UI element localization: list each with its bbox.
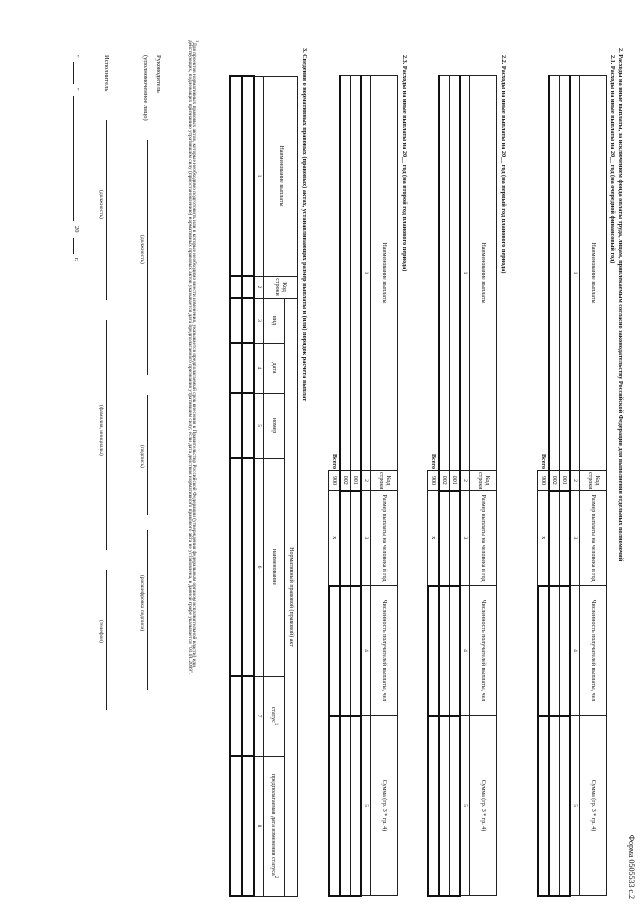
col-header-sum: Сумма (гр. 3 * гр. 4) (580, 716, 607, 896)
table-2-1 (537, 75, 607, 897)
col-header-type: вид (264, 298, 285, 343)
col-number: 1 (570, 76, 580, 471)
table-row (549, 76, 560, 896)
row-code: 001 (351, 471, 362, 491)
table-row (450, 76, 461, 896)
table-row (242, 76, 254, 896)
table-row (439, 76, 450, 896)
col-number: 1 (361, 76, 371, 471)
row-code: 001 (450, 471, 461, 491)
col-number: 3 (254, 298, 264, 343)
col-header-name: Наименование выплаты (470, 76, 497, 471)
year-prefix: 20 (73, 226, 80, 233)
total-row (428, 76, 439, 896)
cell[interactable] (230, 458, 242, 676)
cell[interactable] (351, 716, 362, 896)
cell[interactable] (538, 716, 549, 896)
col-number: 4 (570, 586, 580, 716)
position-caption: (должность) (139, 235, 145, 264)
cell[interactable] (549, 586, 560, 716)
col-header-title: наименование (264, 458, 285, 676)
cell[interactable] (351, 491, 362, 586)
section2-title: 2. Расходы на иные выплаты, за исключением фонда оплаты труда, лицам, привлекаемым согласно законодательству Российской Федерации для выполнения отдельных полномочий (617, 48, 624, 562)
col-header-code: Код строки (470, 471, 497, 491)
total-label: Всего (540, 454, 546, 469)
total-label: Всего (331, 454, 337, 469)
cell[interactable] (560, 716, 571, 896)
month-line[interactable] (73, 96, 74, 221)
cell[interactable] (329, 586, 340, 716)
table-2-3 (328, 75, 398, 897)
col-number: 3 (460, 491, 470, 586)
quote-close: " (73, 88, 80, 91)
cell[interactable] (450, 491, 461, 586)
row-code: 002 (340, 471, 351, 491)
total-mark: х (428, 491, 439, 586)
col-header-date: дата (264, 343, 285, 393)
col-number: 2 (570, 471, 580, 491)
cell[interactable] (439, 76, 450, 471)
col-header-change-date (264, 756, 285, 896)
section3-title: 3. Сведения о нормативных правовых (правовых) актах, устанавливающих размер выплаты и (или) порядок расчета выплат (301, 48, 308, 402)
col-header-code: Код строки (580, 471, 607, 491)
form-code: Форма 0505533 с.2 (627, 834, 636, 899)
change-date-sup: 2 (273, 875, 278, 879)
cell[interactable] (242, 76, 254, 276)
cell[interactable] (340, 491, 351, 586)
col-number: 4 (361, 586, 371, 716)
cell[interactable] (560, 491, 571, 586)
group-header: Нормативный правовой (правовой) акт (285, 298, 298, 896)
cell[interactable] (450, 586, 461, 716)
status-sup: 1 (273, 722, 278, 726)
col-header-sum: Сумма (гр. 3 * гр. 4) (371, 716, 398, 896)
year-suffix: г. (73, 258, 80, 262)
col-number: 6 (254, 458, 264, 676)
phone-line[interactable] (106, 570, 107, 710)
row-code: 002 (439, 471, 450, 491)
total-row (538, 76, 549, 896)
footnote-2: действующих, подлежащих признанию утратившим силу (приостановлению) нормативных правовых актов указывается дата предполагаемого признания утратившим силу; если дата действия нормативного правового акта не установлена, в данной графе указывается "01.01.2099". (187, 40, 193, 675)
col-number: 7 (254, 676, 264, 756)
executor-position-caption: (должность) (98, 190, 104, 219)
col-number: 5 (361, 716, 371, 896)
day-line[interactable] (73, 62, 74, 84)
cell[interactable] (560, 586, 571, 716)
quote-open: " (73, 55, 80, 58)
col-header-count: Численность получателей выплаты, чел (580, 586, 607, 716)
cell[interactable] (538, 586, 549, 716)
col-header-name: Наименование выплаты (371, 76, 398, 471)
cell[interactable] (549, 491, 560, 586)
table-2-2 (427, 75, 497, 897)
cell[interactable] (230, 343, 242, 393)
table-row (560, 76, 571, 896)
col-header-code: Код строки (264, 276, 298, 298)
cell[interactable] (439, 716, 450, 896)
decode-caption: (расшифровка подписи) (139, 575, 145, 632)
year-line[interactable] (73, 238, 74, 254)
row-code: 001 (560, 471, 571, 491)
cell[interactable] (329, 716, 340, 896)
cell[interactable] (242, 343, 254, 393)
total-label: Всего (430, 454, 436, 469)
cell[interactable] (428, 586, 439, 716)
col-number: 1 (460, 76, 470, 471)
cell[interactable] (549, 76, 560, 471)
status-label: статус (270, 706, 276, 723)
cell[interactable] (340, 586, 351, 716)
col-number: 2 (254, 276, 264, 298)
cell[interactable] (242, 298, 254, 343)
cell[interactable] (340, 716, 351, 896)
cell[interactable] (230, 276, 242, 298)
col-header-sum: Сумма (гр. 3 * гр. 4) (470, 716, 497, 896)
cell[interactable] (351, 586, 362, 716)
cell[interactable] (230, 298, 242, 343)
sign-line[interactable] (147, 395, 148, 515)
executor-label: Исполнитель (103, 55, 110, 92)
cell[interactable] (242, 276, 254, 298)
col-header-rate: Размер выплаты на человека в год (580, 491, 607, 586)
footnote-mark: 1 (195, 40, 200, 43)
section2-3-title: 2.3. Расходы на иные выплаты на 20__ год (на второй год планового периода) (401, 55, 408, 272)
cell[interactable] (439, 586, 450, 716)
col-header-rate: Размер выплаты на человека в год (470, 491, 497, 586)
sign-caption: (подпись) (139, 445, 145, 468)
cell[interactable] (242, 756, 254, 896)
table-3 (229, 75, 298, 897)
cell[interactable] (450, 76, 461, 471)
col-number: 4 (460, 586, 470, 716)
cell[interactable] (230, 76, 242, 276)
cell[interactable] (549, 716, 560, 896)
cell[interactable] (242, 458, 254, 676)
authorized-label: (уполномоченное лицо) (142, 55, 149, 121)
col-header-name: Наименование выплаты (264, 76, 298, 276)
col-number: 8 (254, 756, 264, 896)
total-row (329, 76, 340, 896)
col-header-status (264, 676, 285, 756)
footnote-1-text: Для проектов нормативных правовых актов, которые необходимо подготовить или в которые необходимо внести изменения, указывается предполагаемый срок внесения в Правительство Российской Федерации (утверждения федеральным органом исполнительной власти) или (191, 42, 198, 668)
col-header-name: Наименование выплаты (580, 76, 607, 471)
section2-2-title: 2.2. Расходы на иные выплаты на 20__ год (на первый год планового периода) (500, 55, 507, 274)
col-number: 5 (460, 716, 470, 896)
col-number: 2 (460, 471, 470, 491)
cell[interactable] (242, 676, 254, 756)
col-number: 3 (570, 491, 580, 586)
position-line[interactable] (147, 140, 148, 375)
cell[interactable] (439, 491, 450, 586)
cell[interactable] (450, 716, 461, 896)
cell[interactable] (340, 76, 351, 471)
executor-position-line[interactable] (106, 120, 107, 300)
col-number: 4 (254, 343, 264, 393)
decode-line[interactable] (147, 530, 148, 690)
cell[interactable] (230, 756, 242, 896)
col-header-number: номер (264, 393, 285, 458)
col-header-code: Код строки (371, 471, 398, 491)
col-number: 1 (254, 76, 264, 276)
total-code: 900 (428, 471, 439, 491)
row-code: 002 (549, 471, 560, 491)
col-number: 5 (570, 716, 580, 896)
cell[interactable] (242, 393, 254, 458)
col-number: 3 (361, 491, 371, 586)
fio-line[interactable] (106, 320, 107, 550)
table-row (340, 76, 351, 896)
total-code: 900 (329, 471, 340, 491)
col-header-count: Численность получателей выплаты, чел (371, 586, 398, 716)
col-header-rate: Размер выплаты на человека в год (371, 491, 398, 586)
change-date-label: предполагаемая дата изменения статуса (270, 773, 276, 876)
total-mark: х (538, 491, 549, 586)
cell[interactable] (230, 393, 242, 458)
cell[interactable] (428, 716, 439, 896)
cell[interactable] (351, 76, 362, 471)
section2-1-title: 2.1. Расходы на иные выплаты на 20__ год (на очередной финансовый год) (609, 55, 616, 264)
fio-caption: (фамилия, инициалы) (98, 405, 104, 456)
head-label: Руководитель (155, 55, 162, 93)
phone-caption: (телефон) (98, 620, 104, 644)
total-mark: х (329, 491, 340, 586)
cell[interactable] (560, 76, 571, 471)
cell[interactable] (230, 676, 242, 756)
total-code: 900 (538, 471, 549, 491)
col-number: 5 (254, 393, 264, 458)
col-number: 2 (361, 471, 371, 491)
table-row (351, 76, 362, 896)
col-header-count: Численность получателей выплаты, чел (470, 586, 497, 716)
table-row (230, 76, 242, 896)
